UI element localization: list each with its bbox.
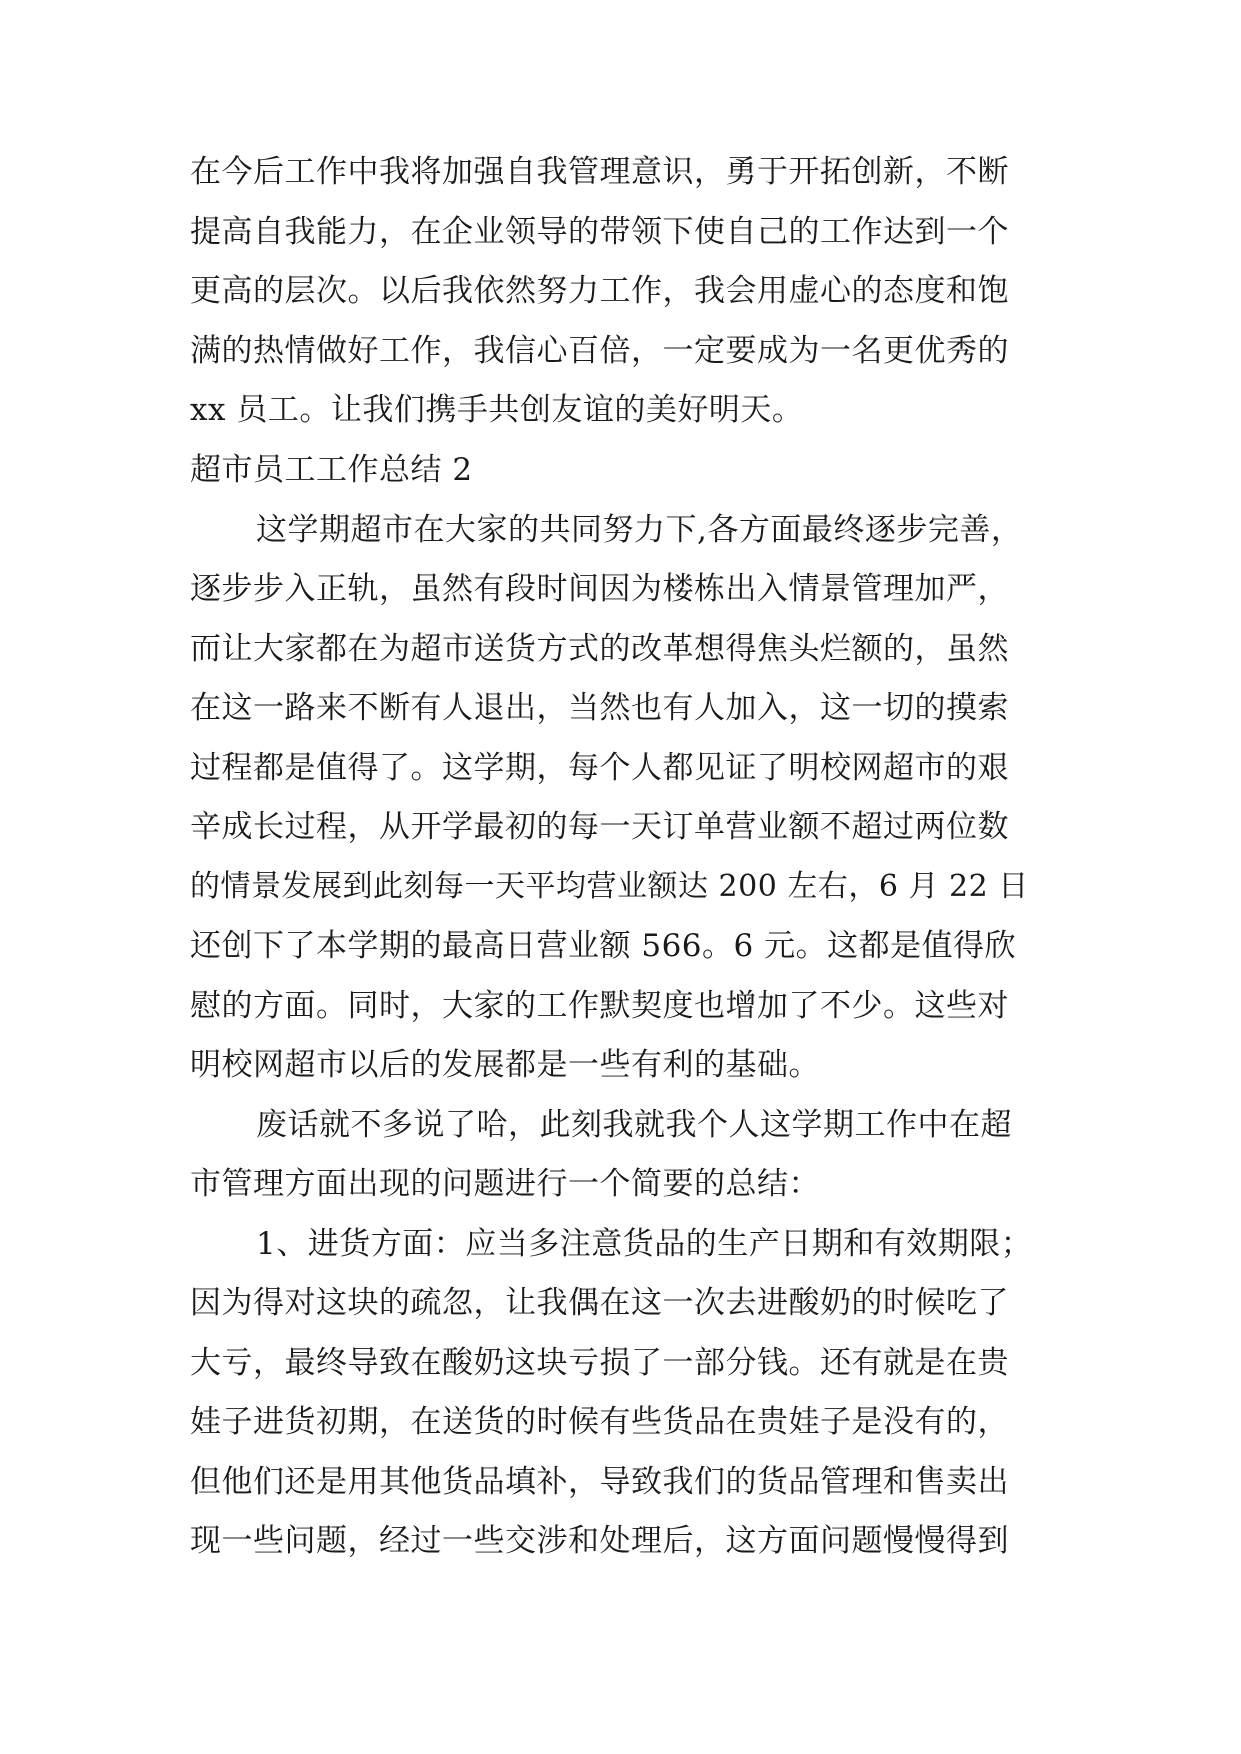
text-line: 还创下了本学期的最高日营业额 566。6 元。这都是值得欣 <box>190 928 1017 964</box>
text-line: 慰的方面。同时，大家的工作默契度也增加了不少。这些对 <box>190 988 1009 1024</box>
text-line: 过程都是值得了。这学期，每个人都见证了明校网超市的艰 <box>190 750 1009 786</box>
text-line: 满的热情做好工作，我信心百倍，一定要成为一名更优秀的 <box>190 333 1009 369</box>
text-line: 辛成长过程，从开学最初的每一天订单营业额不超过两位数 <box>190 809 1009 845</box>
text-line: 在今后工作中我将加强自我管理意识，勇于开拓创新，不断 <box>190 154 1009 190</box>
text-line: 市管理方面出现的问题进行一个简要的总结： <box>190 1166 820 1202</box>
text-line: 1、进货方面：应当多注意货品的生产日期和有效期限； <box>256 1226 1033 1262</box>
text-line: 逐步步入正轨，虽然有段时间因为楼栋出入情景管理加严， <box>190 571 1009 607</box>
text-line: 这学期超市在大家的共同努力下,各方面最终逐步完善， <box>256 512 1023 548</box>
text-line: 在这一路来不断有人退出，当然也有人加入，这一切的摸索 <box>190 690 1009 726</box>
text-line: xx 员工。让我们携手共创友谊的美好明天。 <box>190 392 804 428</box>
text-line: 废话就不多说了哈，此刻我就我个人这学期工作中在超 <box>256 1107 1012 1143</box>
text-line: 娃子进货初期，在送货的时候有些货品在贵娃子是没有的， <box>190 1404 1009 1440</box>
text-line: 更高的层次。以后我依然努力工作，我会用虚心的态度和饱 <box>190 273 1009 309</box>
text-line: 的情景发展到此刻每一天平均营业额达 200 左右，6 月 22 日 <box>190 869 1029 904</box>
text-line: 提高自我能力，在企业领导的带领下使自己的工作达到一个 <box>190 214 1009 250</box>
text-line: 明校网超市以后的发展都是一些有利的基础。 <box>190 1047 820 1083</box>
text-line: 因为得对这块的疏忽，让我偶在这一次去进酸奶的时候吃了 <box>190 1285 1009 1321</box>
text-line: 大亏，最终导致在酸奶这块亏损了一部分钱。还有就是在贵 <box>190 1345 1009 1381</box>
section-heading: 超市员工工作总结 2 <box>190 452 473 488</box>
text-line: 而让大家都在为超市送货方式的改革想得焦头烂额的，虽然 <box>190 631 1009 667</box>
text-line: 现一些问题，经过一些交涉和处理后，这方面问题慢慢得到 <box>190 1523 1009 1559</box>
text-line: 但他们还是用其他货品填补，导致我们的货品管理和售卖出 <box>190 1464 1009 1500</box>
